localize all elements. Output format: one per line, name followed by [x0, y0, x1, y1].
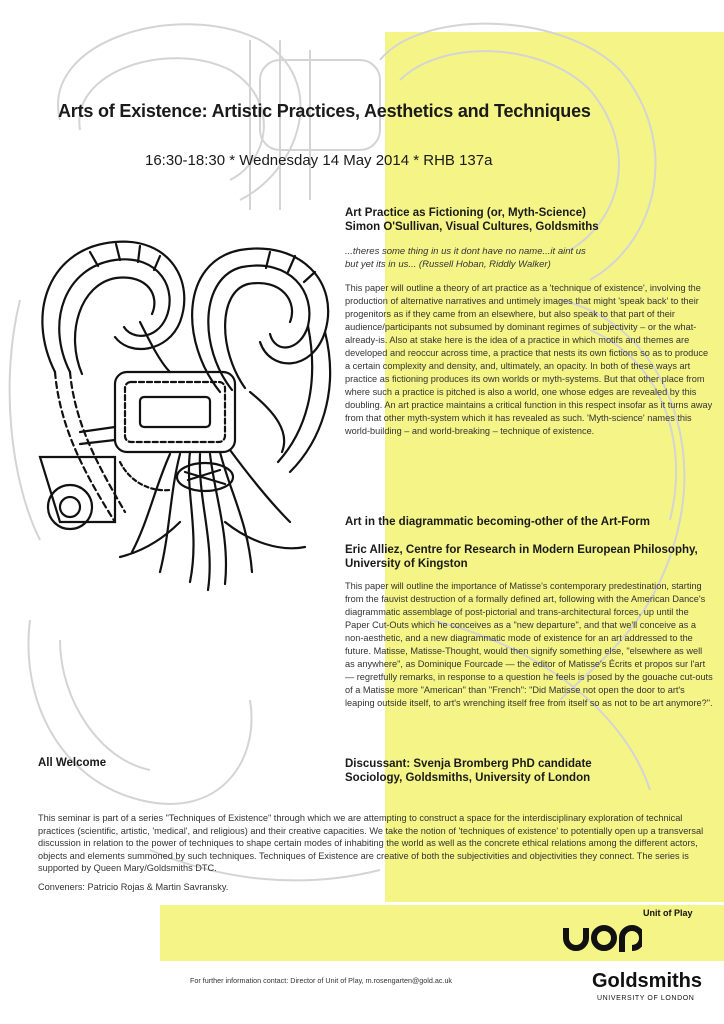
talk1-title: Art Practice as Fictioning (or, Myth-Science)	[345, 207, 586, 219]
talk2-speaker: Eric Alliez, Centre for Research in Modern European Philosophy, University of Kingston	[345, 544, 698, 570]
series-description: This seminar is part of a series "Techniques of Existence" through which we are attempting to construct a space for the interdisciplinary exploration of technical practices (scientific, artistic, 'medical', and religious) and their creative capacities. We take the notion of 'techniques of existence' to potentially open up a transversal discussion in relation to the power of techniques to shape certain modes of inhabiting the world as well as the concrete ethical relations among the different actors, objects and elements summoned by such techniques. Techniques of Existence are creative of both the subjectivities and objectivities they connect. The series is supported by Queen Mary/Goldsmiths DTC.	[38, 813, 704, 873]
discussant-line2: Sociology, Goldsmiths, University of London	[345, 772, 591, 784]
all-welcome-label: All Welcome	[38, 757, 107, 769]
conveners: Conveners: Patricio Rojas & Martin Savransky.	[38, 882, 229, 892]
goldsmiths-logo: Goldsmiths	[592, 970, 703, 992]
event-date-time-location: 16:30-18:30 * Wednesday 14 May 2014 * RHB 137a	[145, 152, 493, 169]
talk1-abstract: This paper will outline a theory of art practice as a 'technique of existence', involving the production of alternative narratives and untimely images that might 'speak back' to their progenitors as if they came from an elsewhere, but also speak to that part of their audience/participants not subsumed by dominant regimes of subjectivity – or the what-already-is. Also at stake here is the idea of a practice in which motifs and themes are developed and reoccur across time, a practice that nests its own fictions so as to produce a certain complexity and density, and, ultimately, an opacity. In both of these ways art practice as fictioning produces its own worlds or myth-systems. But that other place from where such a practice is pitched is also a world, one whose edges are revealed by this doubling. An art practice maintains a critical function in this respect insofar as it turns away from that other myth-system which it has revealed as such. 'Myth-science' names this world-building – and world-breaking – technique of existence.	[345, 283, 713, 436]
talk1-quote-line2: but yet its in us... (Russell Hoban, Riddly Walker)	[345, 259, 551, 270]
myth-science-illustration	[20, 222, 370, 600]
talk2-abstract: This paper will outline the importance of Matisse's contemporary predestination, starting from the fauvist destruction of a formally defined art, following with the American Dance's diagrammatic assemblage of post-pictorial and trans-architectural forces, up until the Paper Cut-Outs which he conceives as a "new departure", and that we'll conceive as a non-aesthetic, and a new diagrammatic mode of existence for an art addressed to the future. Matisse, Matisse-Thought, would then signify something else, "elsewhere as well as anywhere", as Dominique Fourcade — the editor of Matisse's Écrits et propos sur l'art — regretfully remarks, in response to a question he feels is posed by the gouache cut-outs of a Matisse more "American" than "French": "Did Matisse not open the door to art's leaping outside itself, to art's wrenching itself free from itself so as not to be art anymore?".	[345, 581, 713, 708]
unit-of-play-logo-icon	[562, 914, 642, 954]
talk1-speaker: Simon O'Sullivan, Visual Cultures, Goldsmiths	[345, 221, 599, 233]
contact-info: For further information contact: Director of Unit of Play, m.rosengarten@gold.ac.uk	[190, 976, 453, 985]
poster-title: Arts of Existence: Artistic Practices, Aesthetics and Techniques	[58, 101, 591, 121]
talk1-quote-line1: ...theres some thing in us it dont have no name...it aint us	[345, 246, 586, 257]
talk2-title: Art in the diagrammatic becoming-other of the Art-Form	[345, 516, 650, 528]
unit-of-play-label: Unit of Play	[643, 908, 693, 918]
goldsmiths-university-label: UNIVERSITY OF LONDON	[597, 995, 695, 1002]
discussant-line1: Discussant: Svenja Bromberg PhD candidate	[345, 758, 592, 770]
